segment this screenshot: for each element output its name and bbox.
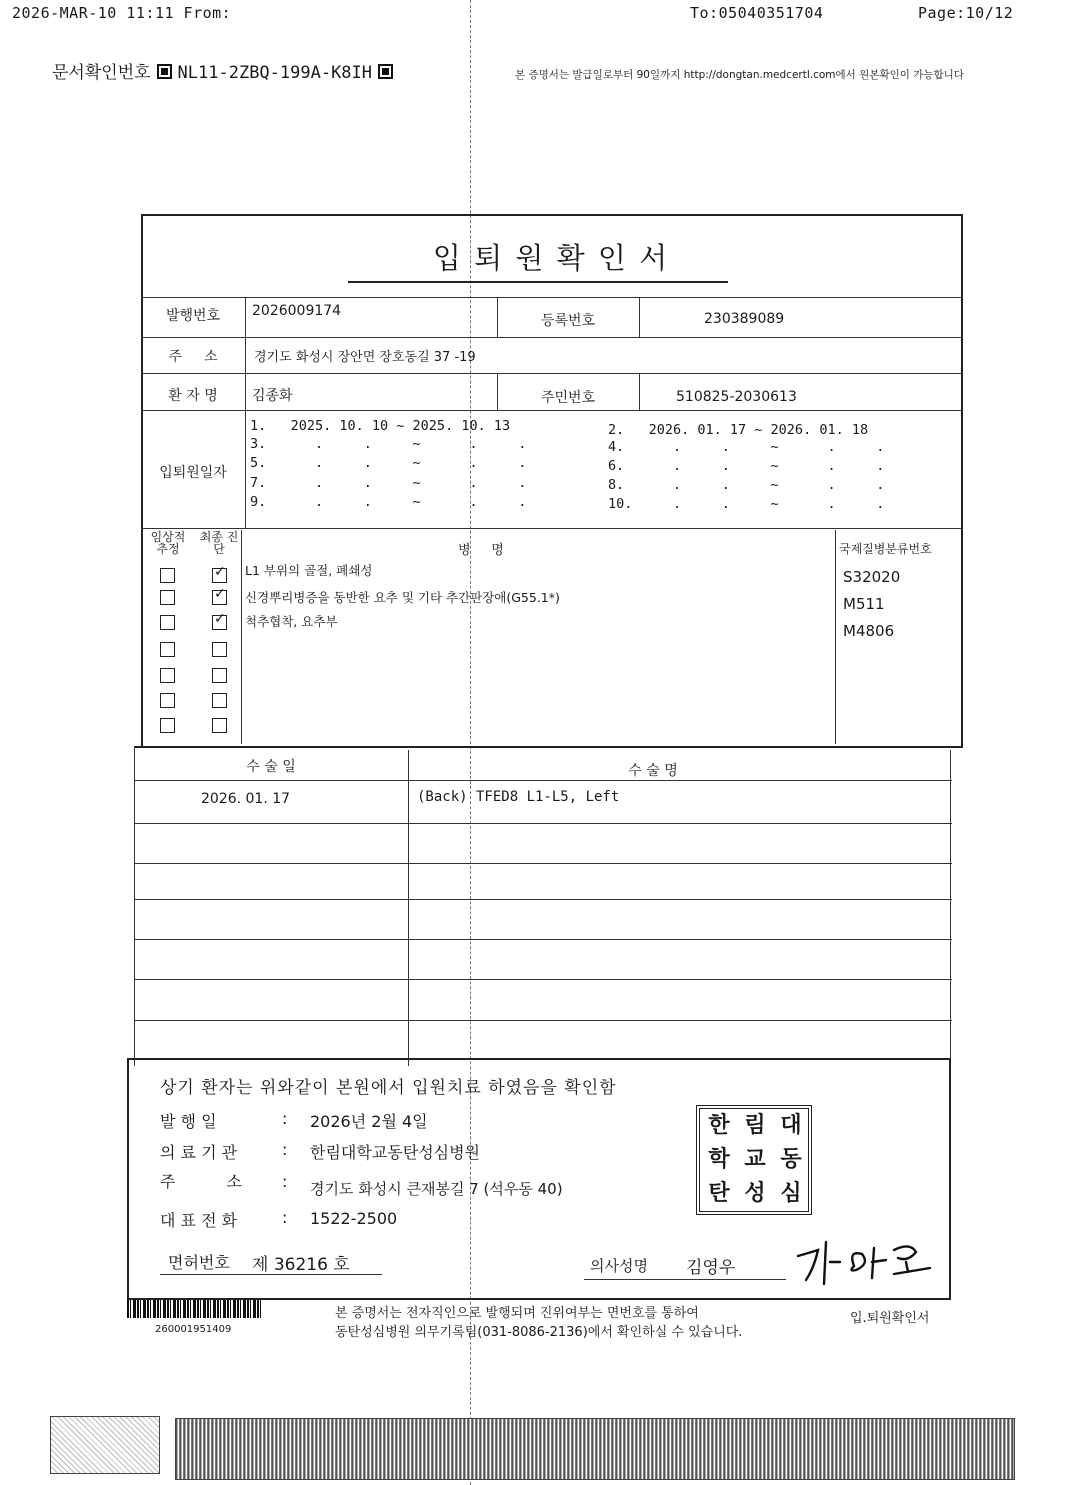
doc-confirm-number: NL11-2ZBQ-199A-K8IH [177,63,373,83]
doctor-signature [790,1228,950,1298]
document-title: 입 퇴 원 확 인 서 [432,241,670,275]
hospital-seal: 한 림 대 학 교 동 탄 성 심 [696,1105,812,1215]
doctor-underline [584,1279,786,1280]
patient-value: 김종화 [252,388,293,404]
license-label: 면허번호 [168,1253,230,1272]
admission-entry-1: 1. 2025. 10. 10 ~ 2025. 10. 13 [250,418,511,434]
address-label: 주 소 [168,349,218,365]
barcode-number: 260001951409 [155,1324,232,1335]
square-mark-icon [378,64,393,79]
license-value: 제 36216 호 [252,1255,350,1275]
fax-recipient: To:05040351704 [690,4,824,22]
fax-datetime: 2026-MAR-10 11:11 From: [12,4,232,22]
admission-label: 입퇴원일자 [159,465,227,481]
admission-entry-2: 2. 2026. 01. 17 ~ 2026. 01. 18 [608,422,869,438]
admission-entry-10: 10. . . ~ . . [608,496,885,512]
doctor-label: 의사성명 [590,1257,648,1275]
footer-doc-type: 입.퇴원확인서 [850,1311,930,1326]
diag-name-header: 병 명 [458,543,504,558]
issue-no-value: 2026009174 [252,303,342,319]
issue-date-label: 발 행 일 [160,1112,217,1131]
institution-label: 의 료 기 관 [160,1143,238,1162]
diag-code-1: S32020 [843,568,901,586]
doc-confirm-label: 문서확인번호 [52,63,151,83]
square-mark-icon [157,64,172,79]
footer-note-line-1: 본 증명서는 전자직인으로 발행되며 진위여부는 면번호를 통하여 [335,1306,699,1321]
diag-code-2: M511 [843,595,885,613]
footer-note-line-2: 동탄성심병원 의무기록팀(031-8086-2136)에서 확인하실 수 있습니다. [335,1325,743,1340]
clinical-checkbox-3[interactable] [160,615,175,630]
surgery-date-header: 수 술 일 [246,759,296,775]
admission-entry-3: 3. . . ~ . . [250,436,527,452]
doctor-name: 김영우 [686,1258,736,1278]
inst-address-value: 경기도 화성시 큰재봉길 7 (석우동 40) [310,1180,563,1198]
barcode [127,1300,261,1318]
issue-date-value: 2026년 2월 4일 [310,1112,428,1131]
final-checkbox-5[interactable] [212,668,227,683]
verify-note: 본 증명서는 발급일로부터 90일까지 http://dongtan.medcertl.com에서 원본확인이 가능합니다 [515,69,964,81]
diag-name-1: L1 부위의 골절, 폐쇄성 [245,563,373,578]
resident-no-value: 510825-2030613 [676,389,797,405]
fax-page: Page:10/12 [918,4,1014,22]
surgery-date-1: 2026. 01. 17 [201,791,291,807]
security-pattern-large [175,1418,1015,1480]
diag-name-3: 척추협착, 요추부 [245,614,338,629]
diag-final-header: 최종 진단 [199,530,239,556]
clinical-checkbox-4[interactable] [160,642,175,657]
diag-code-3: M4806 [843,622,895,640]
admission-entry-9: 9. . . ~ . . [250,494,527,510]
colon: : [282,1172,288,1191]
admission-entry-8: 8. . . ~ . . [608,477,885,493]
colon: : [282,1140,288,1159]
phone-label: 대 표 전 화 [160,1211,238,1230]
final-checkbox-6[interactable] [212,693,227,708]
final-checkbox-2[interactable] [212,590,227,605]
inst-address-label: 주 소 [160,1172,242,1191]
resident-no-label: 주민번호 [540,390,596,406]
clinical-checkbox-2[interactable] [160,590,175,605]
diag-clinical-header: 임상적 추정 [150,530,186,556]
clinical-checkbox-5[interactable] [160,668,175,683]
clinical-checkbox-1[interactable] [160,568,175,583]
final-checkbox-7[interactable] [212,718,227,733]
issue-no-label: 발행번호 [165,308,221,324]
reg-no-label: 등록번호 [540,313,596,329]
admission-entry-7: 7. . . ~ . . [250,475,527,491]
surgery-name-header: 수 술 명 [628,763,678,779]
security-pattern-small [50,1416,160,1474]
institution-value: 한림대학교동탄성심병원 [310,1143,481,1162]
clinical-checkbox-7[interactable] [160,718,175,733]
final-checkbox-3[interactable] [212,615,227,630]
patient-label: 환 자 명 [168,388,218,404]
phone-value: 1522-2500 [310,1209,398,1228]
final-checkbox-4[interactable] [212,642,227,657]
admission-entry-6: 6. . . ~ . . [608,458,885,474]
license-underline [160,1274,382,1275]
surgery-name-1: (Back) TFED8 L1-L5, Left [417,789,620,805]
address-value: 경기도 화성시 장안면 장호동길 37 -19 [254,350,476,365]
diag-name-2: 신경뿌리병증을 동반한 요추 및 기타 추간판장애(G55.1*) [245,590,560,605]
diag-code-header: 국제질병분류번호 [839,542,932,556]
title-underline [348,281,728,283]
colon: : [282,1208,288,1227]
final-checkbox-1[interactable] [212,568,227,583]
doc-confirm-line [52,58,399,83]
reg-no-value: 230389089 [704,311,785,327]
admission-entry-4: 4. . . ~ . . [608,439,885,455]
clinical-checkbox-6[interactable] [160,693,175,708]
colon: : [282,1109,288,1128]
admission-entry-5: 5. . . ~ . . [250,455,527,471]
confirm-statement: 상기 환자는 위와같이 본원에서 입원치료 하였음을 확인함 [160,1078,617,1098]
